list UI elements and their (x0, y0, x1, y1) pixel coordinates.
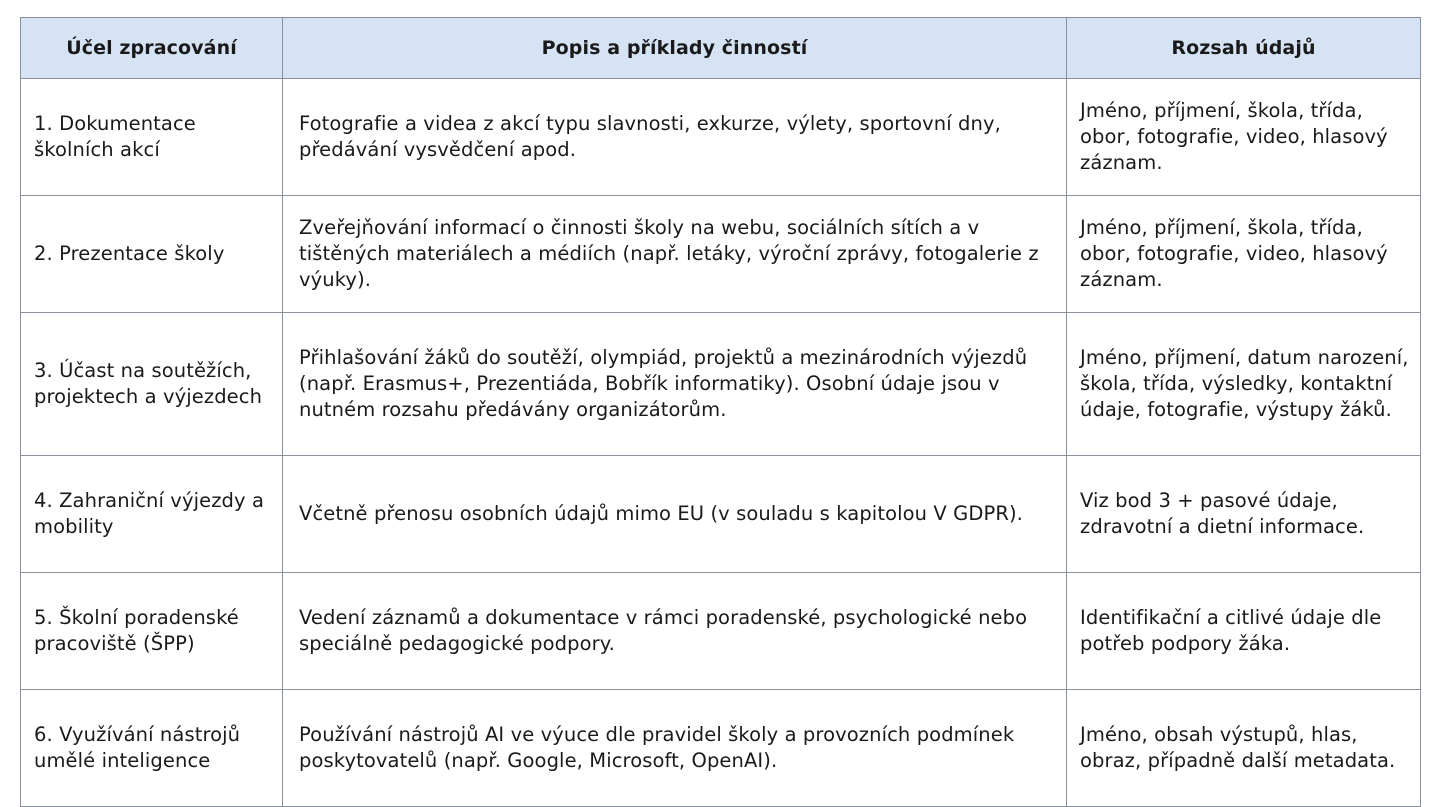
table-row (21, 456, 1421, 573)
cell-description: Vedení záznamů a dokumentace v rámci poradenské, psychologické nebo speciálně pedagogické podpory. (283, 573, 1067, 690)
table-header (21, 18, 1421, 79)
cell-description: Fotografie a videa z akcí typu slavnosti, exkurze, výlety, sportovní dny, předávání vysvědčení apod. (283, 79, 1067, 196)
cell-scope: Identifikační a citlivé údaje dle potřeb podpory žáka. (1067, 573, 1421, 690)
table-row (21, 196, 1421, 313)
header-description: Popis a příklady činností (283, 18, 1067, 79)
table-row (21, 313, 1421, 456)
cell-description: Přihlašování žáků do soutěží, olympiád, projektů a mezinárodních výjezdů (např. Erasmus+, Prezentiáda, Bobřík informatiky). Osobní údaje jsou v nutném rozsahu předávány organizátorům. (283, 313, 1067, 456)
cell-scope: Jméno, obsah výstupů, hlas, obraz, případně další metadata. (1067, 690, 1421, 807)
cell-purpose: 6. Využívání nástrojů umělé inteligence (21, 690, 283, 807)
gdpr-processing-table-container (20, 17, 1420, 807)
cell-description: Včetně přenosu osobních údajů mimo EU (v souladu s kapitolou V GDPR). (283, 456, 1067, 573)
cell-purpose: 2. Prezentace školy (21, 196, 283, 313)
header-scope: Rozsah údajů (1067, 18, 1421, 79)
table-row (21, 79, 1421, 196)
cell-purpose: 5. Školní poradenské pracoviště (ŠPP) (21, 573, 283, 690)
cell-description: Používání nástrojů AI ve výuce dle pravidel školy a provozních podmínek poskytovatelů (např. Google, Microsoft, OpenAI). (283, 690, 1067, 807)
cell-scope: Jméno, příjmení, škola, třída, obor, fotografie, video, hlasový záznam. (1067, 196, 1421, 313)
cell-purpose: 4. Zahraniční výjezdy a mobility (21, 456, 283, 573)
cell-purpose: 3. Účast na soutěžích, projektech a výjezdech (21, 313, 283, 456)
header-row (21, 18, 1421, 79)
table-body (21, 79, 1421, 807)
cell-scope: Jméno, příjmení, škola, třída, obor, fotografie, video, hlasový záznam. (1067, 79, 1421, 196)
cell-scope: Jméno, příjmení, datum narození, škola, třída, výsledky, kontaktní údaje, fotografie, výstupy žáků. (1067, 313, 1421, 456)
header-purpose: Účel zpracování (21, 18, 283, 79)
cell-scope: Viz bod 3 + pasové údaje, zdravotní a dietní informace. (1067, 456, 1421, 573)
cell-purpose: 1. Dokumentace školních akcí (21, 79, 283, 196)
cell-description: Zveřejňování informací o činnosti školy na webu, sociálních sítích a v tištěných materiálech a médiích (např. letáky, výroční zprávy, fotogalerie z výuky). (283, 196, 1067, 313)
table-row (21, 690, 1421, 807)
gdpr-processing-table (20, 17, 1421, 807)
table-row (21, 573, 1421, 690)
